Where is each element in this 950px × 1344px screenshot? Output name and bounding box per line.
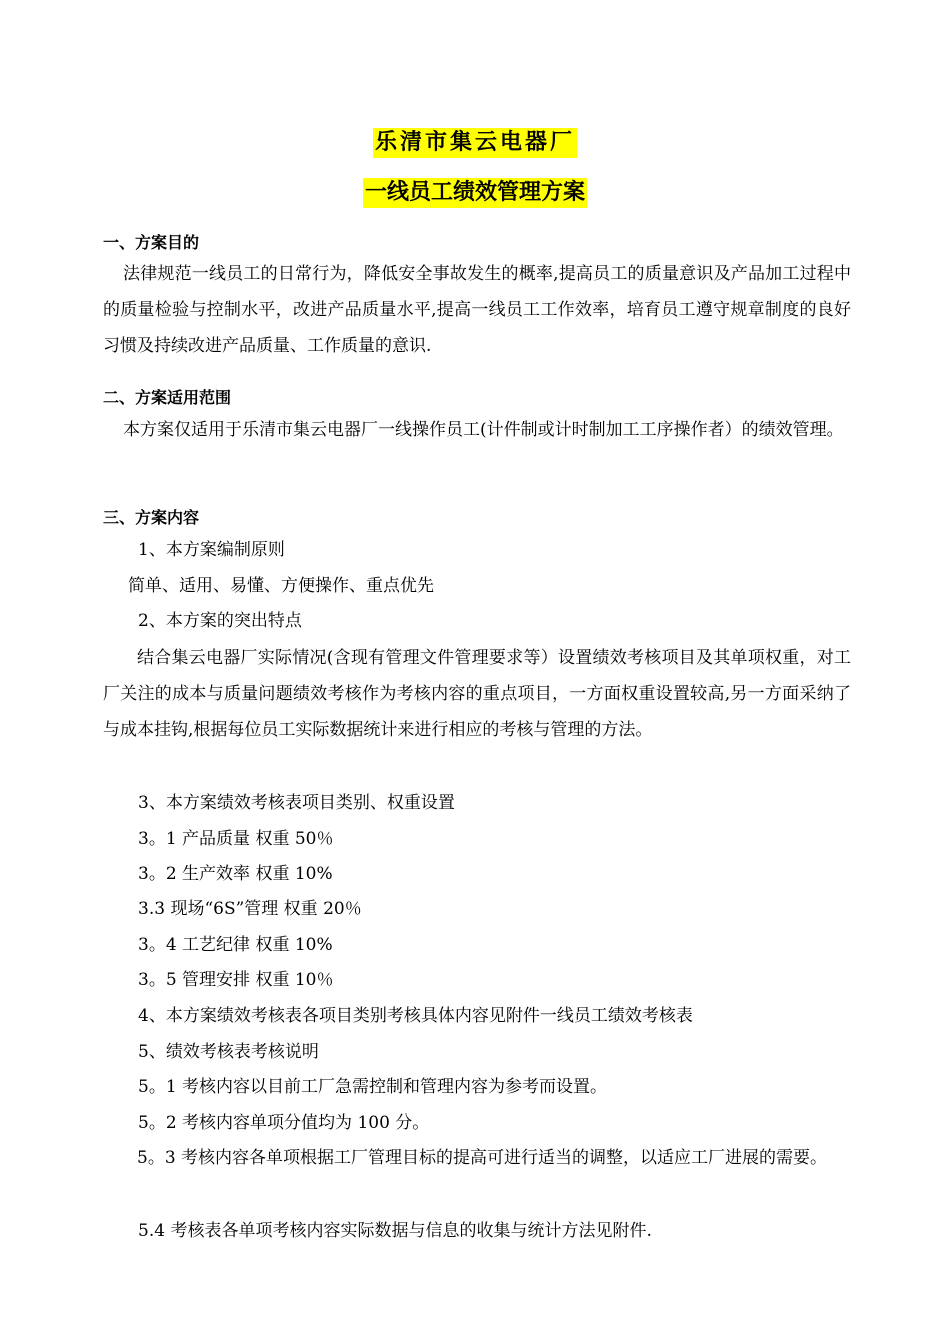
weight-6s: 3.3 现场“6S”管理 权重 20％	[138, 899, 362, 919]
note-1: 5。1 考核内容以目前工厂急需控制和管理内容为参考而设置。	[138, 1077, 608, 1097]
item-attachment: 4、本方案绩效考核表各项目类别考核具体内容见附件一线员工绩效考核表	[138, 1006, 693, 1026]
weight-quality: 3。1 产品质量 权重 50％	[138, 829, 334, 849]
note-2: 5。2 考核内容单项分值均为 100 分。	[138, 1113, 430, 1133]
heading-content: 三、方案内容	[103, 508, 200, 527]
paragraph-scope: 本方案仅适用于乐清市集云电器厂一线操作员工(计件制或计时制加工工序操作者）的绩效管理。	[123, 420, 844, 440]
title-plan-wrap	[0, 178, 950, 208]
heading-scope: 二、方案适用范围	[103, 388, 232, 407]
note-4: 5.4 考核表各单项考核内容实际数据与信息的收集与统计方法见附件.	[138, 1221, 652, 1241]
heading-purpose: 一、方案目的	[103, 233, 200, 252]
item-features: 2、本方案的突出特点	[138, 611, 302, 631]
item-notes: 5、绩效考核表考核说明	[138, 1042, 319, 1062]
weight-arrangement: 3。5 管理安排 权重 10％	[138, 970, 334, 990]
paragraph-purpose: 法律规范一线员工的日常行为，降低安全事故发生的概率,提高员工的质量意识及产品加工过程中的质量检验与控制水平，改进产品质量水平,提高一线员工工作效率，培育员工遵守规章制度的良好习惯及持续改进产品质量、工作质量的意识.	[103, 264, 851, 356]
note-3: 5。3 考核内容各单项根据工厂管理目标的提高可进行适当的调整，以适应工厂进展的需要。	[137, 1148, 828, 1168]
title-company-wrap	[0, 128, 950, 158]
weight-discipline: 3。4 工艺纪律 权重 10%	[138, 935, 333, 955]
weight-efficiency: 3。2 生产效率 权重 10%	[138, 864, 333, 884]
title-company: 乐清市集云电器厂	[373, 128, 577, 158]
item-weights: 3、本方案绩效考核表项目类别、权重设置	[138, 793, 455, 813]
item-principle: 1、本方案编制原则	[138, 540, 285, 560]
item-principle-text: 简单、适用、易懂、方便操作、重点优先	[128, 576, 434, 596]
paragraph-features: 结合集云电器厂实际情况(含现有管理文件管理要求等）设置绩效考核项目及其单项权重，对工厂关注的成本与质量问题绩效考核作为考核内容的重点项目，一方面权重设置较高,另一方面采纳了与成本挂钩,根据每位员工实际数据统计来进行相应的考核与管理的方法。	[103, 648, 851, 740]
title-plan: 一线员工绩效管理方案	[363, 178, 587, 208]
